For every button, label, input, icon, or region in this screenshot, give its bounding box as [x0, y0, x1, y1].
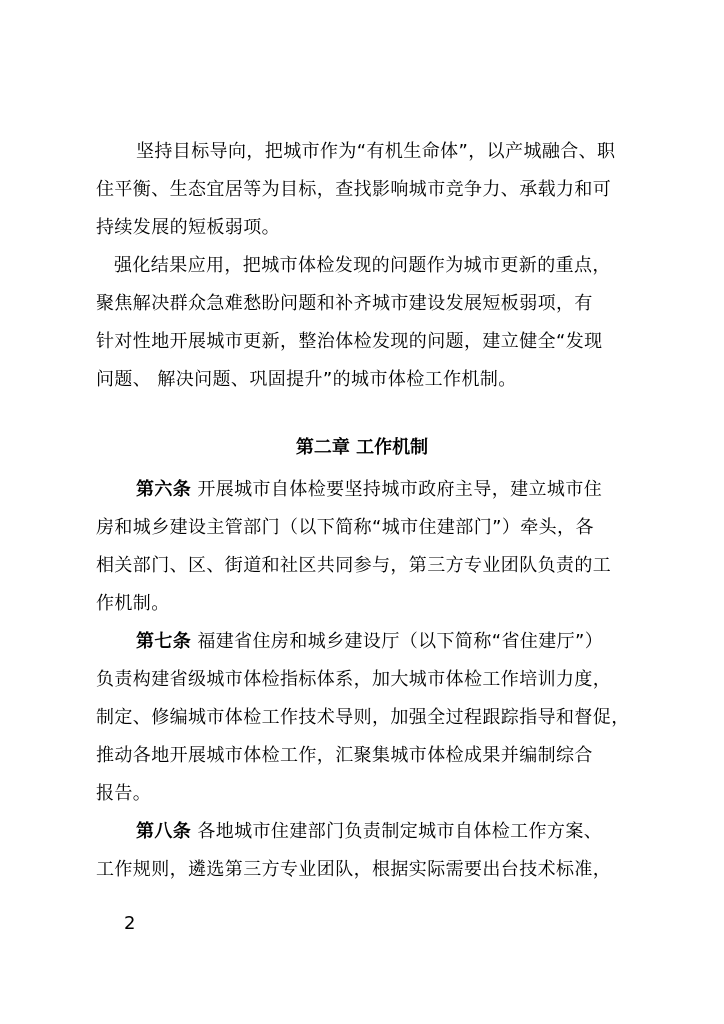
- page-number: 2: [124, 913, 136, 934]
- article-7-line-5: 报告。: [96, 783, 152, 804]
- paragraph-1-line-3: 持续发展的短板弱项。: [96, 217, 280, 238]
- article-8-line-1: [136, 820, 696, 844]
- article-7-line-4: 推动各地开展城市体检工作，汇聚集城市体检成果并编制综合: [96, 745, 593, 766]
- article-6-text: 开展城市自体检要坚持城市政府主导，建立城市住: [191, 479, 603, 500]
- paragraph-1-line-1: 坚持目标导向，把城市作为“有机生命体”，以产城融合、职: [136, 141, 616, 162]
- paragraph-2-line-3: 针对性地开展城市更新，整治体检发现的问题，建立健全“发现: [96, 331, 603, 352]
- article-8-label: 第八条: [136, 821, 192, 842]
- article-7-label: 第七条: [136, 631, 192, 652]
- article-6-label: 第六条: [136, 479, 192, 500]
- article-6-line-4: 作机制。: [96, 593, 170, 614]
- paragraph-2-line-2: 聚焦解决群众急难愁盼问题和补齐城市建设发展短板弱项，有: [96, 293, 593, 314]
- article-7-line-2: 负责构建省级城市体检指标体系，加大城市体检工作培训力度，: [96, 669, 612, 690]
- article-7-line-1: [136, 630, 696, 654]
- article-6-line-3: 相关部门、区、街道和社区共同参与，第三方专业团队负责的工: [96, 555, 612, 576]
- article-8-text: 各地城市住建部门负责制定城市自体检工作方案、: [191, 821, 603, 842]
- chapter-title: 第二章 工作机制: [295, 437, 429, 458]
- article-7-line-3: 制定、修编城市体检工作技术导则，加强全过程跟踪指导和督促，: [96, 707, 630, 728]
- paragraph-1-line-2: 住平衡、生态宜居等为目标，查找影响城市竞争力、承载力和可: [96, 179, 612, 200]
- paragraph-2-line-4: 问题、 解决问题、巩固提升”的城市体检工作机制。: [96, 369, 517, 390]
- article-6-line-1: [136, 478, 696, 502]
- article-8-line-2: 工作规则，遴选第三方专业团队，根据实际需要出台技术标准，: [96, 859, 612, 880]
- article-7-text: 福建省住房和城乡建设厅（以下简称“省住建厅”）: [191, 631, 604, 652]
- article-6-line-2: 房和城乡建设主管部门（以下简称“城市住建部门”）牵头，各: [96, 517, 594, 538]
- paragraph-2-line-1: 强化结果应用，把城市体检发现的问题作为城市更新的重点，: [114, 255, 611, 276]
